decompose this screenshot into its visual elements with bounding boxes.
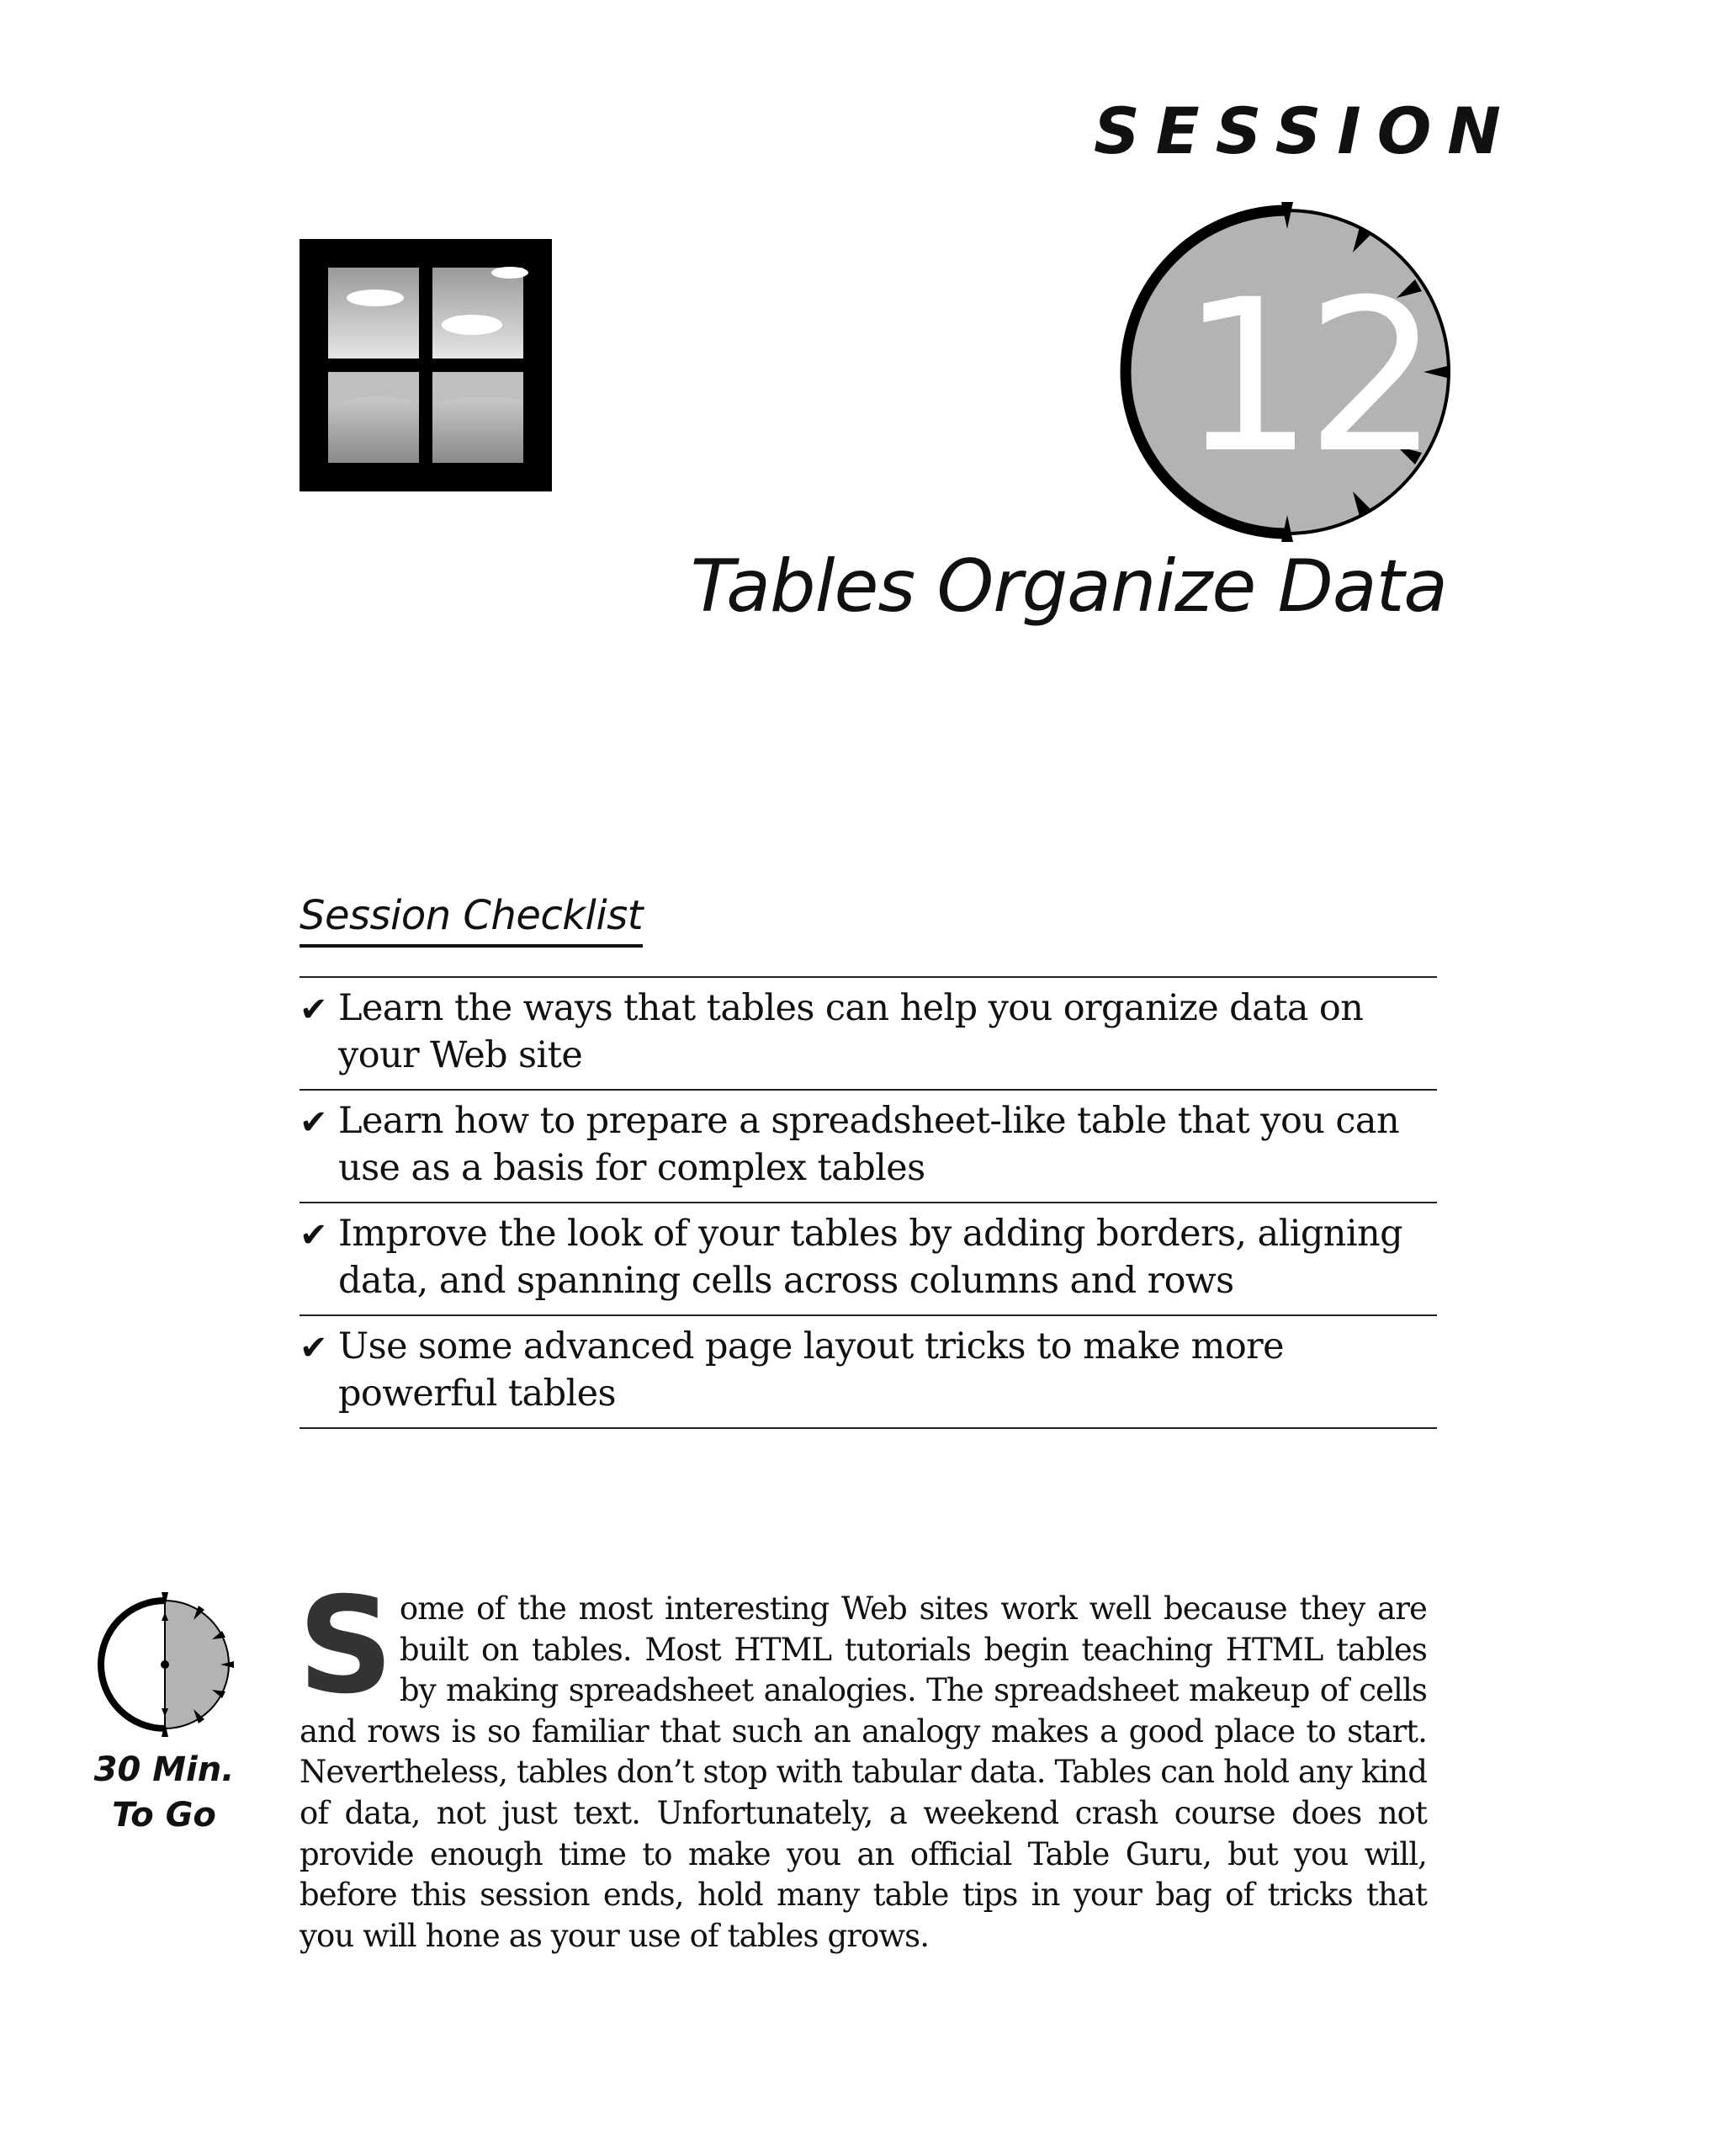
intro-paragraph (298, 1569, 1427, 1957)
checkmark-icon: ✔ (300, 1328, 327, 1367)
checklist-items (300, 976, 1437, 1429)
drop-cap: S (298, 1569, 393, 1723)
checklist-item (300, 1091, 1437, 1203)
checklist-item-text: Improve the look of your tables by adding borders, aligning data, and spanning cells across columns and rows (338, 1212, 1403, 1302)
intro-paragraph-text: ome of the most interesting Web sites work well because they are built on tables. Most HTML tutorials begin teaching HTML tables by making spreadsheet analogies. The spreadsheet makeup of cells and rows is so familiar that such an analogy makes a good place to start. Nevertheless, tables don’t stop with tabular data. Tables can hold any kind of data, not just text. Unfortunately, a weekend crash course does not provide enough time to make you an official Table Guru, but you will, before this session ends, hold many table tips in your bag of tricks that you will hone as your use of tables grows. (300, 1590, 1427, 1954)
time-remaining-label (76, 1747, 252, 1838)
time-remaining-line1: 30 Min. (93, 1750, 235, 1789)
page-title: Tables Organize Data (690, 544, 1447, 629)
window-icon (300, 239, 552, 491)
time-remaining-line2: To Go (112, 1796, 216, 1835)
checkmark-icon: ✔ (300, 1215, 327, 1255)
checklist-item (300, 978, 1437, 1091)
checklist-item (300, 1316, 1437, 1429)
session-checklist (300, 892, 1437, 1429)
checklist-item (300, 1203, 1437, 1316)
checklist-item-text: Learn how to prepare a spreadsheet-like table that you can use as a basis for complex tables (338, 1099, 1400, 1189)
clock-icon (1111, 195, 1464, 549)
checklist-item-text: Learn the ways that tables can help you organize data on your Web site (338, 986, 1364, 1076)
checklist-item-text: Use some advanced page layout tricks to make more powerful tables (338, 1325, 1284, 1415)
checklist-heading: Session Checklist (300, 892, 643, 948)
session-label: SESSION (1094, 93, 1517, 168)
session-number: 12 (1180, 254, 1432, 499)
clock-icon (89, 1589, 241, 1740)
checkmark-icon: ✔ (300, 990, 327, 1029)
checkmark-icon: ✔ (300, 1102, 327, 1142)
